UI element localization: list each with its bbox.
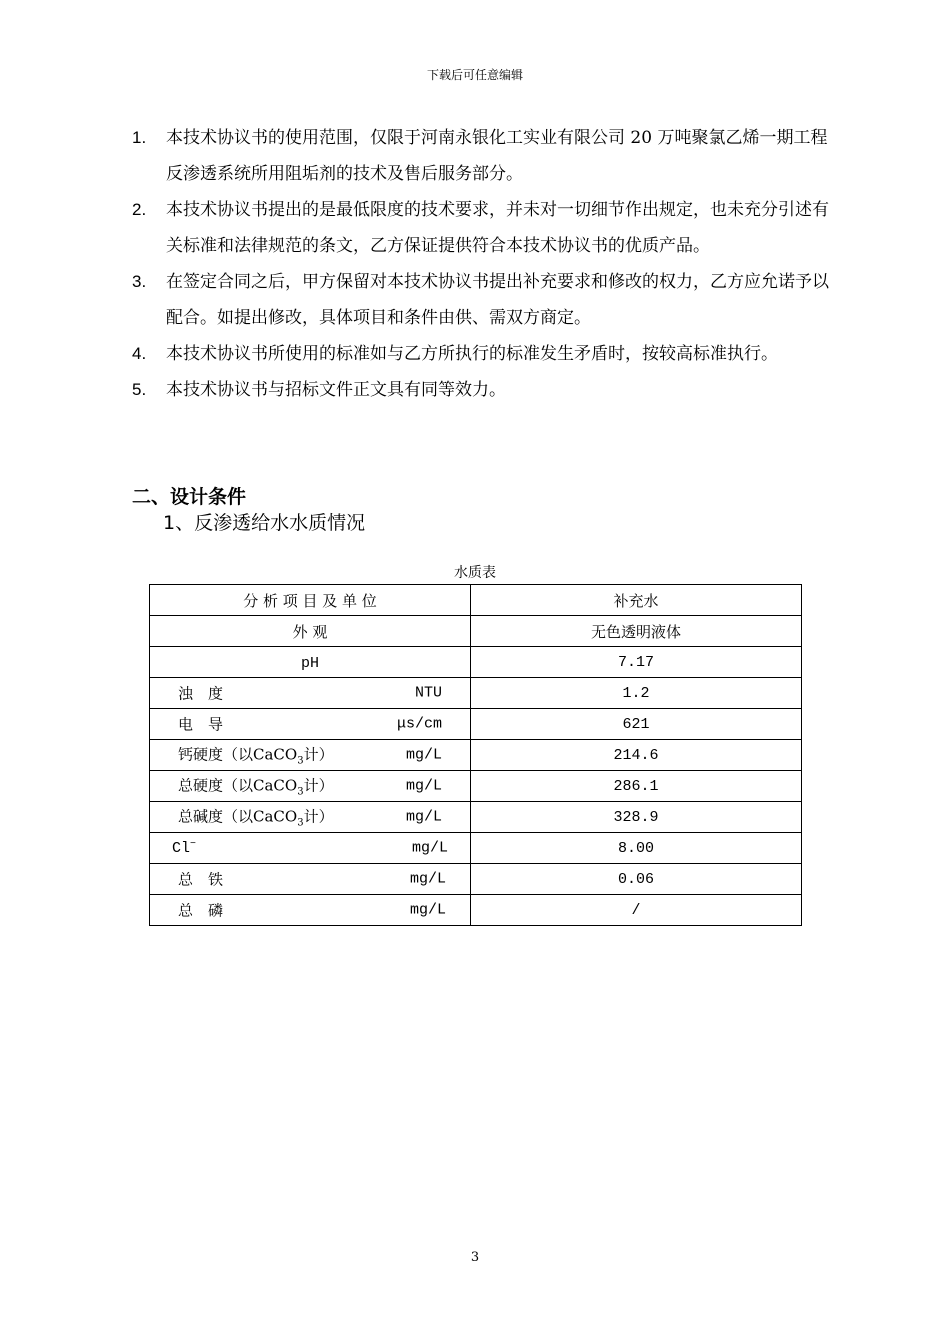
item-number: 4. [132,344,147,363]
subsection-title: 1、反渗透给水水质情况 [163,512,366,534]
item-text: 在签定合同之后，甲方保留对本技术协议书提出补充要求和修改的权力，乙方应允诺予以配合。如提出修改，具体项目和条件由供、需双方商定。 [166,272,829,328]
item-cell [150,895,471,926]
item-name-suffix: 计） [303,776,334,795]
list-item [130,372,830,408]
item-number: 1. [132,128,147,147]
item-name: 总 磷 [178,901,224,920]
item-cell [150,771,471,802]
list-item [130,336,830,372]
item-text: 本技术协议书提出的是最低限度的技术要求，并未对一切细节作出规定，也未充分引述有关标准和法律规范的条文，乙方保证提供符合本技术协议书的优质产品。 [166,200,829,256]
list-item [130,120,830,192]
subscript: 3 [297,786,304,798]
item-unit: mg/L [409,901,446,919]
item-name: 总 铁 [178,870,224,889]
table-row [150,616,802,647]
item-cell [150,864,471,895]
value-cell: 无色透明液体 [471,616,802,647]
header-item: 分 析 项 目 及 单 位 [150,585,471,616]
table-caption: 水质表 [454,565,496,581]
value-cell: 8.00 [471,833,802,864]
table-row [150,864,802,895]
item-text: 本技术协议书与招标文件正文具有同等效力。 [166,380,506,400]
table-row [150,833,802,864]
list-item [130,192,830,264]
section-title: 二、设计条件 [132,486,247,508]
item-name-text: 钙硬度（以CaCO [178,745,298,764]
item-name-text: 总硬度（以CaCO [178,776,298,795]
table-header-row [150,585,802,616]
clause-list [130,120,830,408]
table-row [150,647,802,678]
table-row [150,895,802,926]
item-number: 5. [132,380,147,399]
item-text: 本技术协议书所使用的标准如与乙方所执行的标准发生矛盾时，按较高标准执行。 [166,344,778,364]
item-name: 电 导 [178,715,224,734]
value-cell: 286.1 [471,771,802,802]
item-cell: 外 观 [150,616,471,647]
item-name-text: Cl [172,840,191,857]
item-name-suffix: 计） [303,807,334,826]
value-cell: 0.06 [471,864,802,895]
item-name [178,806,334,829]
table-row [150,771,802,802]
table-row [150,709,802,740]
item-cell [150,833,471,864]
item-cell [150,709,471,740]
item-name [172,839,196,857]
value-cell: 1.2 [471,678,802,709]
water-quality-table [149,584,802,926]
subscript: 3 [297,755,304,767]
item-cell [150,647,471,678]
item-number: 2. [132,200,147,219]
item-name [178,775,334,798]
item-unit: mg/L [405,777,442,795]
header-value: 补充水 [471,585,802,616]
item-unit: NTU [414,684,442,702]
value-cell: 328.9 [471,802,802,833]
item-unit: mg/L [409,870,446,888]
page-number: 3 [470,1250,480,1265]
item-number: 3. [132,272,147,291]
item-name [178,744,334,767]
value-cell: 7.17 [471,647,802,678]
table-row [150,802,802,833]
item-name: pH [300,654,319,672]
superscript: − [190,839,197,850]
item-cell [150,802,471,833]
item-name-text: 总碱度（以CaCO [178,807,298,826]
value-cell: / [471,895,802,926]
item-cell [150,740,471,771]
page-header: 下载后可任意编辑 [426,68,523,82]
item-unit: μs/cm [396,715,442,733]
item-text: 本技术协议书的使用范围，仅限于河南永银化工实业有限公司 20 万吨聚氯乙烯一期工程反渗透系统所用阻垢剂的技术及售后服务部分。 [166,128,828,184]
value-cell: 214.6 [471,740,802,771]
table-row [150,678,802,709]
subscript: 3 [297,817,304,829]
item-name: 浊 度 [178,684,224,703]
item-unit: mg/L [405,808,442,826]
item-unit: mg/L [411,839,448,857]
table-row [150,740,802,771]
item-unit: mg/L [405,746,442,764]
item-name-suffix: 计） [303,745,334,764]
item-cell [150,678,471,709]
value-cell: 621 [471,709,802,740]
list-item [130,264,830,336]
